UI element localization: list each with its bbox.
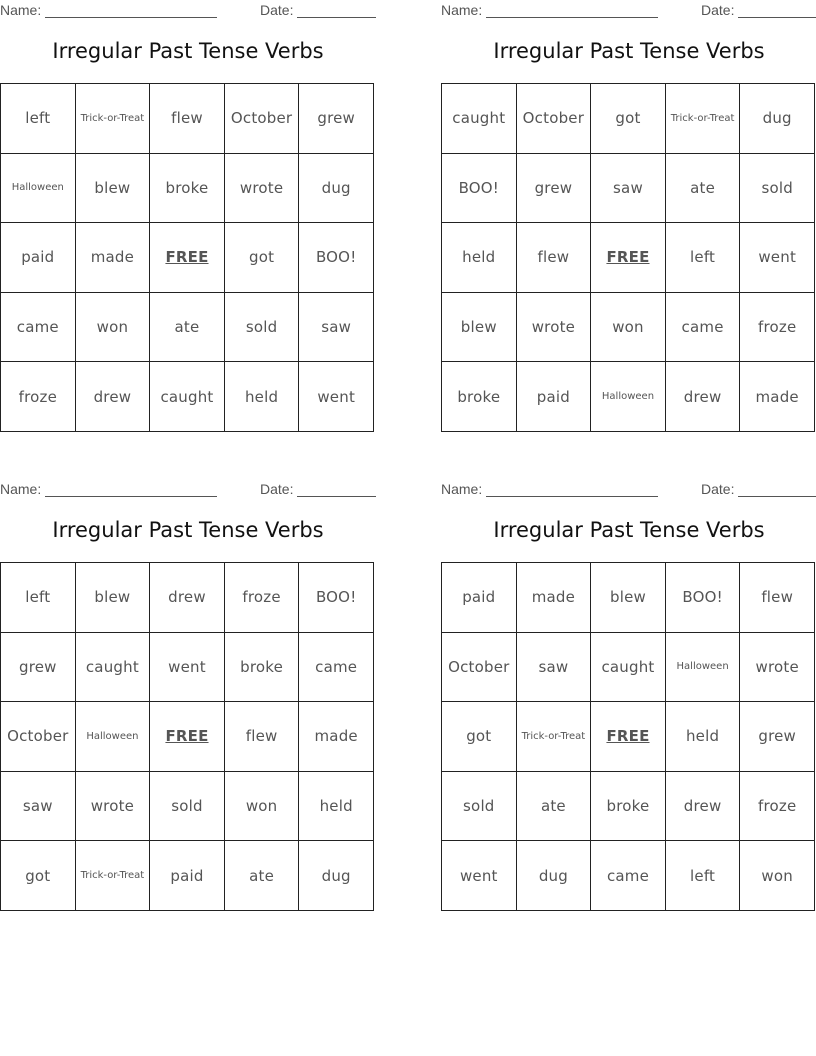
bingo-cell[interactable]: Halloween xyxy=(76,702,151,772)
bingo-cell[interactable]: October xyxy=(517,84,592,154)
bingo-cell[interactable]: October xyxy=(1,702,76,772)
bingo-cell[interactable]: blew xyxy=(76,154,151,224)
bingo-cell[interactable]: froze xyxy=(740,293,815,363)
bingo-cell[interactable]: caught xyxy=(76,633,151,703)
bingo-cell[interactable]: dug xyxy=(740,84,815,154)
bingo-card xyxy=(0,0,376,440)
name-label: Name: xyxy=(0,481,42,497)
bingo-cell[interactable]: flew xyxy=(740,563,815,633)
date-label: Date: xyxy=(701,481,735,497)
name-blank[interactable] xyxy=(486,17,658,18)
bingo-cell[interactable]: flew xyxy=(517,223,592,293)
bingo-cell[interactable]: ate xyxy=(666,154,741,224)
bingo-cell[interactable]: saw xyxy=(1,772,76,842)
bingo-cell[interactable]: made xyxy=(740,362,815,432)
name-blank[interactable] xyxy=(45,496,217,497)
bingo-cell[interactable]: got xyxy=(442,702,517,772)
bingo-grid xyxy=(441,562,815,911)
bingo-cell[interactable]: wrote xyxy=(517,293,592,363)
bingo-cell[interactable]: wrote xyxy=(76,772,151,842)
bingo-cell[interactable]: October xyxy=(442,633,517,703)
date-label: Date: xyxy=(260,2,294,18)
bingo-cell[interactable]: Trick-or-Treat xyxy=(666,84,741,154)
bingo-cell[interactable]: grew xyxy=(517,154,592,224)
name-label: Name: xyxy=(0,2,42,18)
bingo-cell[interactable]: Trick-or-Treat xyxy=(76,84,151,154)
free-space[interactable]: FREE xyxy=(591,223,666,293)
bingo-grid xyxy=(0,562,374,911)
bingo-cell[interactable]: paid xyxy=(517,362,592,432)
bingo-cell[interactable]: Trick-or-Treat xyxy=(76,841,151,911)
bingo-cell[interactable]: BOO! xyxy=(442,154,517,224)
bingo-cell[interactable]: went xyxy=(150,633,225,703)
date-blank[interactable] xyxy=(297,17,376,18)
bingo-cell[interactable]: Trick-or-Treat xyxy=(517,702,592,772)
bingo-cell[interactable]: saw xyxy=(591,154,666,224)
free-space[interactable]: FREE xyxy=(591,702,666,772)
bingo-cell[interactable]: BOO! xyxy=(666,563,741,633)
name-date-line xyxy=(441,481,816,499)
free-space[interactable]: FREE xyxy=(150,223,225,293)
bingo-cell[interactable]: paid xyxy=(150,841,225,911)
date-blank[interactable] xyxy=(738,17,816,18)
bingo-cell[interactable]: Halloween xyxy=(666,633,741,703)
date-blank[interactable] xyxy=(297,496,376,497)
bingo-card xyxy=(0,479,376,919)
bingo-cell[interactable]: Halloween xyxy=(591,362,666,432)
name-label: Name: xyxy=(441,2,483,18)
bingo-cell[interactable]: went xyxy=(442,841,517,911)
bingo-cell[interactable]: came xyxy=(666,293,741,363)
free-space[interactable]: FREE xyxy=(150,702,225,772)
name-date-line xyxy=(0,481,376,499)
bingo-cell[interactable]: grew xyxy=(299,84,374,154)
bingo-cell[interactable]: dug xyxy=(299,154,374,224)
bingo-cell[interactable]: blew xyxy=(442,293,517,363)
bingo-cell[interactable]: paid xyxy=(442,563,517,633)
bingo-cell[interactable]: blew xyxy=(591,563,666,633)
bingo-cell[interactable]: October xyxy=(225,84,300,154)
bingo-cell[interactable]: grew xyxy=(1,633,76,703)
bingo-cell[interactable]: caught xyxy=(442,84,517,154)
bingo-cell[interactable]: won xyxy=(76,293,151,363)
bingo-cell[interactable]: dug xyxy=(517,841,592,911)
bingo-cell[interactable]: froze xyxy=(740,772,815,842)
bingo-cell[interactable]: got xyxy=(591,84,666,154)
date-label: Date: xyxy=(701,2,735,18)
bingo-cell[interactable]: got xyxy=(225,223,300,293)
bingo-cell[interactable]: drew xyxy=(150,563,225,633)
bingo-cell[interactable]: left xyxy=(1,563,76,633)
bingo-cell[interactable]: paid xyxy=(1,223,76,293)
bingo-cell[interactable]: came xyxy=(299,633,374,703)
date-label: Date: xyxy=(260,481,294,497)
bingo-grid xyxy=(0,83,374,432)
bingo-cell[interactable]: Halloween xyxy=(1,154,76,224)
bingo-cell[interactable]: left xyxy=(666,223,741,293)
bingo-cell[interactable]: froze xyxy=(1,362,76,432)
bingo-cell[interactable]: held xyxy=(299,772,374,842)
bingo-cell[interactable]: sold xyxy=(740,154,815,224)
bingo-cell[interactable]: grew xyxy=(740,702,815,772)
bingo-cell[interactable]: made xyxy=(299,702,374,772)
bingo-cell[interactable]: went xyxy=(299,362,374,432)
bingo-cell[interactable]: broke xyxy=(150,154,225,224)
bingo-cell[interactable]: held xyxy=(666,702,741,772)
name-blank[interactable] xyxy=(45,17,217,18)
card-title: Irregular Past Tense Verbs xyxy=(493,518,765,542)
bingo-cell[interactable]: ate xyxy=(225,841,300,911)
bingo-card xyxy=(441,0,816,440)
bingo-cell[interactable]: ate xyxy=(150,293,225,363)
bingo-cell[interactable]: broke xyxy=(225,633,300,703)
bingo-cell[interactable]: broke xyxy=(591,772,666,842)
bingo-cell[interactable]: BOO! xyxy=(299,563,374,633)
bingo-cell[interactable]: caught xyxy=(591,633,666,703)
name-date-line xyxy=(441,2,816,20)
bingo-grid xyxy=(441,83,815,432)
bingo-cell[interactable]: saw xyxy=(299,293,374,363)
bingo-cell[interactable]: held xyxy=(442,223,517,293)
card-title: Irregular Past Tense Verbs xyxy=(52,518,324,542)
card-title: Irregular Past Tense Verbs xyxy=(493,39,765,63)
bingo-cell[interactable]: went xyxy=(740,223,815,293)
bingo-cell[interactable]: flew xyxy=(225,702,300,772)
bingo-cell[interactable]: wrote xyxy=(225,154,300,224)
bingo-card xyxy=(441,479,816,919)
bingo-cell[interactable]: won xyxy=(591,293,666,363)
name-date-line xyxy=(0,2,376,20)
bingo-cell[interactable]: made xyxy=(76,223,151,293)
bingo-cell[interactable]: won xyxy=(225,772,300,842)
bingo-cell[interactable]: held xyxy=(225,362,300,432)
bingo-cell[interactable]: drew xyxy=(666,772,741,842)
bingo-cell[interactable]: broke xyxy=(442,362,517,432)
card-title: Irregular Past Tense Verbs xyxy=(52,39,324,63)
bingo-cell[interactable]: left xyxy=(666,841,741,911)
bingo-cell[interactable]: wrote xyxy=(740,633,815,703)
bingo-cell[interactable]: came xyxy=(591,841,666,911)
bingo-cell[interactable]: ate xyxy=(517,772,592,842)
bingo-cell[interactable]: blew xyxy=(76,563,151,633)
bingo-cell[interactable]: drew xyxy=(666,362,741,432)
bingo-cell[interactable]: got xyxy=(1,841,76,911)
bingo-cell[interactable]: left xyxy=(1,84,76,154)
bingo-cell[interactable]: sold xyxy=(150,772,225,842)
name-label: Name: xyxy=(441,481,483,497)
bingo-cell[interactable]: drew xyxy=(76,362,151,432)
bingo-cell[interactable]: came xyxy=(1,293,76,363)
bingo-cell[interactable]: flew xyxy=(150,84,225,154)
date-blank[interactable] xyxy=(738,496,816,497)
bingo-cell[interactable]: sold xyxy=(442,772,517,842)
bingo-cell[interactable]: dug xyxy=(299,841,374,911)
bingo-cell[interactable]: won xyxy=(740,841,815,911)
bingo-cell[interactable]: sold xyxy=(225,293,300,363)
bingo-cell[interactable]: made xyxy=(517,563,592,633)
bingo-cell[interactable]: saw xyxy=(517,633,592,703)
bingo-cell[interactable]: froze xyxy=(225,563,300,633)
name-blank[interactable] xyxy=(486,496,658,497)
bingo-cell[interactable]: caught xyxy=(150,362,225,432)
bingo-cell[interactable]: BOO! xyxy=(299,223,374,293)
